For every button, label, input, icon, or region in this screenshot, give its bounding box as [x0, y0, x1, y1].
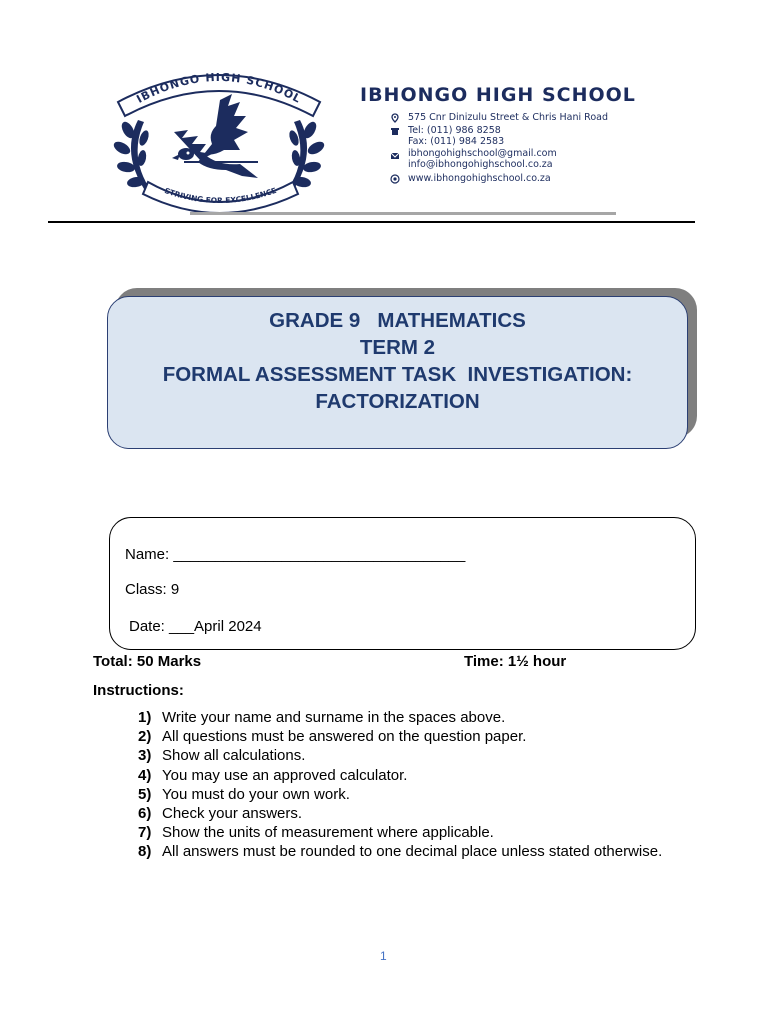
instruction-number: 7) [138, 824, 152, 842]
letterhead-gray-divider [190, 212, 616, 215]
title-box [107, 296, 688, 449]
instruction-number: 2) [138, 728, 152, 746]
instructions-heading: Instructions: [93, 682, 184, 699]
school-name: IBHONGO HIGH SCHOOL [360, 84, 636, 106]
list-item [138, 766, 662, 785]
school-email: ibhongohighschool@gmail.com [408, 148, 557, 159]
list-item [138, 727, 662, 746]
instruction-text: You may use an approved calculator. [162, 766, 408, 784]
instruction-number: 6) [138, 804, 152, 822]
title-topic: FACTORIZATION [315, 390, 480, 413]
school-address: 575 Cnr Dinizulu Street & Chris Hani Road [408, 112, 609, 123]
school-fax: Fax: (011) 984 2583 [408, 136, 505, 147]
school-website: www.ibhongohighschool.co.za [408, 173, 551, 184]
name-field[interactable]: Name: ___________________________________ [125, 546, 466, 563]
instruction-number: 8) [138, 843, 152, 861]
list-item [138, 785, 662, 804]
instruction-text: Show the units of measurement where applicable. [162, 824, 494, 842]
telephone-icon [390, 126, 400, 136]
letterhead-black-divider [48, 221, 695, 223]
title-task-type: FORMAL ASSESSMENT TASK INVESTIGATION: [162, 363, 633, 386]
instruction-text: Show all calculations. [162, 747, 306, 765]
school-email-info: info@ibhongohighschool.co.za [408, 159, 553, 170]
school-tel: Tel: (011) 986 8258 [408, 125, 501, 136]
title-grade-subject: GRADE 9 MATHEMATICS [269, 309, 526, 332]
page-number: 1 [380, 949, 387, 963]
total-marks: Total: 50 Marks [93, 653, 202, 670]
location-pin-icon [390, 113, 400, 123]
instruction-text: All questions must be answered on the question paper. [162, 728, 527, 746]
envelope-icon [390, 151, 400, 161]
list-item [138, 746, 662, 765]
list-item [138, 842, 662, 861]
instructions-list [138, 708, 662, 862]
instruction-text: You must do your own work. [162, 785, 350, 803]
date-field: Date: ___April 2024 [129, 618, 262, 635]
list-item [138, 708, 662, 727]
instruction-number: 1) [138, 709, 152, 726]
time-allowed: Time: 1½ hour [464, 653, 567, 670]
class-field: Class: 9 [125, 581, 180, 598]
instruction-text: Write your name and surname in the spaces above. [162, 709, 506, 726]
at-sign-icon [390, 174, 400, 184]
instruction-text: Check your answers. [162, 804, 303, 822]
list-item [138, 804, 662, 823]
logo-top-text: IBHONGO HIGH SCHOOL [134, 70, 304, 106]
instruction-text: All answers must be rounded to one decimal place unless stated otherwise. [162, 843, 663, 861]
logo-motto: STRIVING FOR EXCELLENCE [163, 185, 278, 206]
title-term: TERM 2 [359, 336, 436, 359]
instruction-number: 5) [138, 785, 152, 803]
instruction-number: 3) [138, 747, 152, 765]
school-logo [108, 70, 330, 216]
list-item [138, 823, 662, 842]
instruction-number: 4) [138, 766, 152, 784]
